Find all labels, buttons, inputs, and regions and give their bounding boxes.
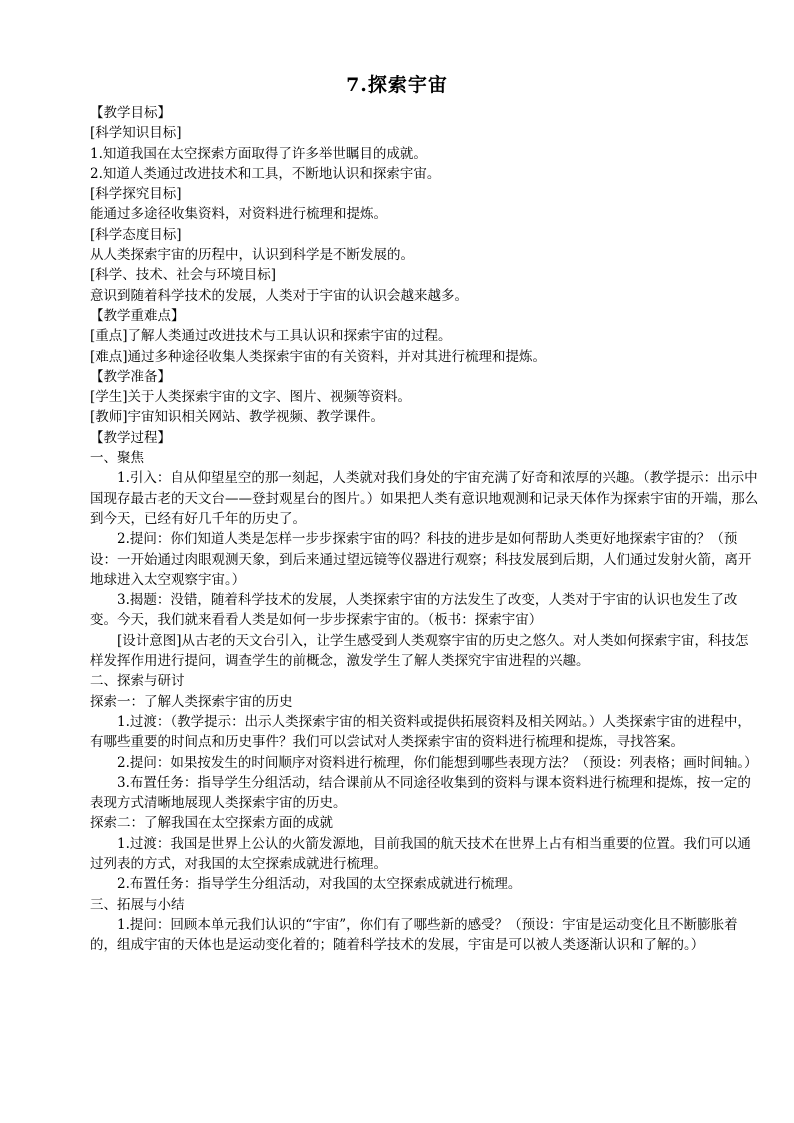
explore-two-para-2: 2.布置任务：指导学生分组活动，对我国的太空探索成就进行梳理。 xyxy=(117,876,522,893)
section-explore: 二、探索与研讨 xyxy=(90,673,185,690)
explore-one-title: 探索一：了解人类探索宇宙的历史 xyxy=(90,693,293,710)
design-intent-para: [设计意图]从古老的天文台引入，让学生感受到人类观察宇宙的历史之悠久。对人类如何探索宇宙，科技怎样发挥作用进行提问，调查学生的前概念，激发学生了解人类探究宇宙进程的兴趣。 xyxy=(90,632,749,670)
focus-para-1: 1.引入：自从仰望星空的那一刻起，人类就对我们身处的宇宙充满了好奇和浓厚的兴趣。（教学提示：出示中国现存最古老的天文台——登封观星台的图片。）如果把人类有意识地观测和记录天体作为探索宇宙的开端，那么到今天，已经有好几千年的历史了。 xyxy=(90,470,759,527)
attitude-text: 从人类探索宇宙的历程中，认识到科学是不断发展的。 xyxy=(90,247,414,264)
focus-para-2: 2.提问：你们知道人类是怎样一步步探索宇宙的吗？科技的进步是如何帮助人类更好地探索宇宙的？（预设：一开始通过肉眼观测天象，到后来通过望远镜等仪器进行观察；科技发展到后期，人们通过发射火箭，离开地球进入太空观察宇宙。） xyxy=(90,531,752,588)
key-point: [重点]了解人类通过改进技术与工具认识和探索宇宙的过程。 xyxy=(90,328,452,345)
explore-para-2: 2.提问：如果按发生的时间顺序对资料进行梳理，你们能想到哪些表现方法？（预设：列表格；画时间轴。） xyxy=(117,754,758,771)
prep-student: [学生]关于人类探索宇宙的文字、图片、视频等资料。 xyxy=(90,389,412,406)
heading-key-points: 【教学重难点】 xyxy=(90,307,185,324)
knowledge-item-1: 1.知道我国在太空探索方面取得了许多举世瞩目的成就。 xyxy=(90,145,427,162)
explore-two-para-1: 1.过渡：我国是世界上公认的火箭发源地，目前我国的航天技术在世界上占有相当重要的位置。我们可以通过列表的方式，对我国的太空探索成就进行梳理。 xyxy=(90,835,751,872)
subheading-sts: [科学、技术、社会与环境目标] xyxy=(90,267,277,284)
sts-text: 意识到随着科学技术的发展，人类对于宇宙的认识会越来越多。 xyxy=(90,287,468,304)
focus-para-3: 3.揭题：没错，随着科学技术的发展，人类探索宇宙的方法发生了改变，人类对于宇宙的认识也发生了改变。今天，我们就来看看人类是如何一步步探索宇宙的。（板书：探索宇宙） xyxy=(90,592,738,629)
heading-preparation: 【教学准备】 xyxy=(90,368,171,385)
prep-teacher: [教师]宇宙知识相关网站、教学视频、教学课件。 xyxy=(90,409,385,426)
extension-para-1: 1.提问：回顾本单元我们认识的“宇宙”，你们有了哪些新的感受？（预设：宇宙是运动变化且不断膨胀着的，组成宇宙的天体也是运动变化着的；随着科学技术的发展，宇宙是可以被人类逐渐认识和了解的。） xyxy=(90,916,738,954)
inquiry-text: 能通过多途径收集资料，对资料进行梳理和提炼。 xyxy=(90,206,387,223)
section-extension: 三、拓展与小结 xyxy=(90,896,185,913)
document-body xyxy=(90,103,760,955)
subheading-science-knowledge: [科学知识目标] xyxy=(90,125,182,142)
document-title: 7.探索宇宙 xyxy=(346,74,448,96)
section-focus: 一、聚焦 xyxy=(90,450,144,467)
knowledge-item-2: 2.知道人类通过改进技术和工具，不断地认识和探索宇宙。 xyxy=(90,165,441,182)
explore-para-3: 3.布置任务：指导学生分组活动，结合课前从不同途径收集到的资料与课本资料进行梳理和提炼，按一定的表现方式清晰地展现人类探索宇宙的历史。 xyxy=(90,774,751,812)
explore-two-title: 探索二：了解我国在太空探索方面的成就 xyxy=(90,815,333,832)
heading-teaching-process: 【教学过程】 xyxy=(90,429,171,446)
heading-teaching-goals: 【教学目标】 xyxy=(90,105,171,121)
subheading-science-attitude: [科学态度目标] xyxy=(90,226,182,243)
difficult-point: [难点]通过多种途径收集人类探索宇宙的有关资料，并对其进行梳理和提炼。 xyxy=(90,348,547,365)
subheading-science-inquiry: [科学探究目标] xyxy=(90,186,182,203)
explore-para-1: 1.过渡：（教学提示：出示人类探索宇宙的相关资料或提供拓展资料及相关网站。）人类探索宇宙的进程中，有哪些重要的时间点和历史事件？我们可以尝试对人类探索宇宙的资料进行梳理和提炼，寻找答案。 xyxy=(90,713,751,751)
